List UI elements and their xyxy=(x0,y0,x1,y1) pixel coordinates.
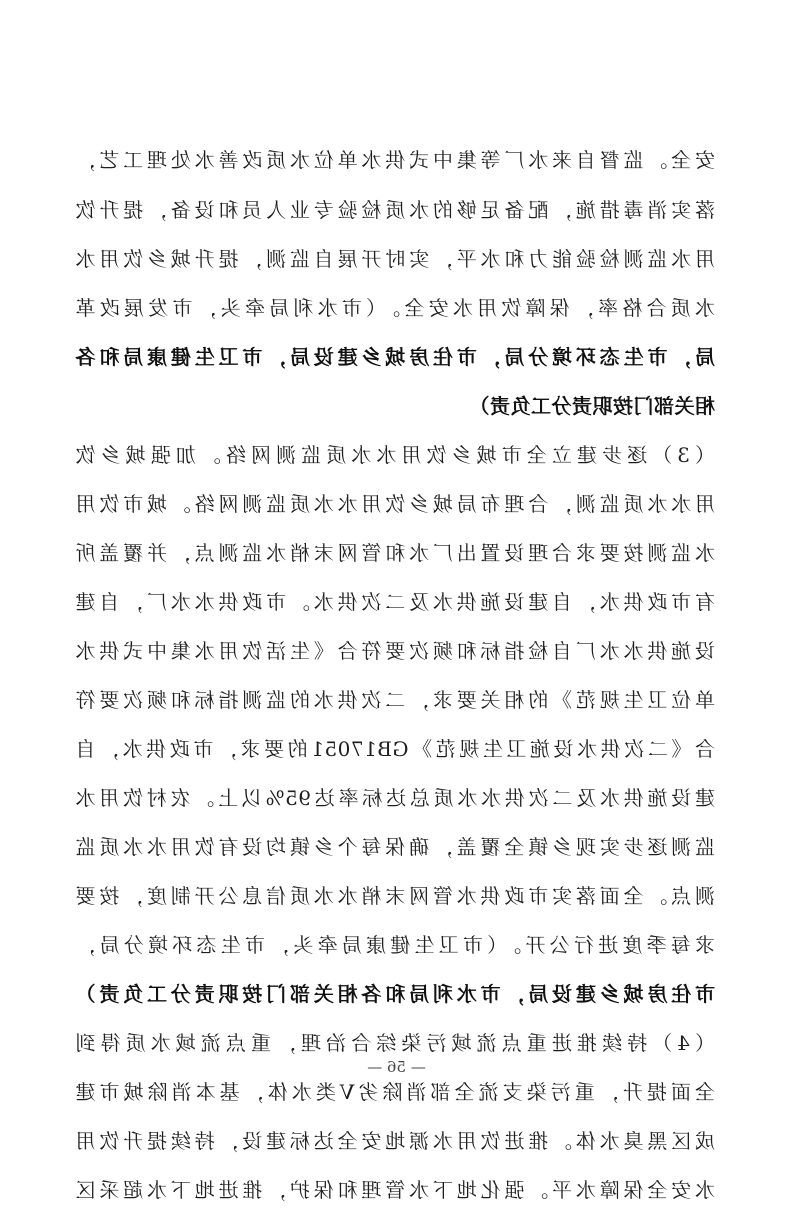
text-line: 合《二次供水设施卫生规范》GB17051的要求，市政供水，自 xyxy=(75,737,715,761)
text-line: 水监测按要求合理设置出厂水和管网末梢水监测点，并覆盖所 xyxy=(75,541,715,565)
text-line: 全面提升，重污染支流全部消除劣V类水体，基本消除城市建 xyxy=(75,1080,715,1104)
text-line: 监测逐步实现乡镇全覆盖，确保每个乡镇均设有饮用水水质监 xyxy=(75,835,715,859)
text-line: 水安全保障水平。强化地下水管理和保护，推进地下水超采区 xyxy=(75,1178,715,1202)
text-line: （4）持续推进重点流域污染综合治理，重点流域水质得到 xyxy=(75,1031,715,1055)
text-line: 单位卫生规范》的相关要求，二次供水的监测指标和频次要符 xyxy=(75,688,715,712)
text-line: 水质合格率，保障饮用水安全。（市水利局牵头，市发展改革 xyxy=(75,296,715,320)
text-line: 设施供水水厂自检指标和频次要符合《生活饮用水集中式供水 xyxy=(75,639,715,663)
text-line: 有市政供水，自建设施供水及二次供水。市政供水水厂，自建 xyxy=(75,590,715,614)
text-line: 落实消毒措施，配备足够的水质检验专业人员和设备，提升饮 xyxy=(75,198,715,222)
page-number: — 56 — xyxy=(367,1058,426,1076)
text-line: 市住房城乡建设局，市水利局和各相关部门按职责分工负责） xyxy=(75,982,715,1006)
text-line: 测点。全面落实市政供水管网末梢水水质信息公开制度，按要 xyxy=(75,884,715,908)
text-line: （3）逐步建立全市城乡饮用水水质监测网络。加强城乡饮 xyxy=(75,443,715,467)
text-line: 建设施供水及二次供水水质总达标率达95%以上。农村饮用水 xyxy=(75,786,715,810)
text-line: 成区黑臭水体。推进饮用水源地安全达标建设，持续提升饮用 xyxy=(75,1129,715,1153)
text-line: 求每季度进行公开。（市卫生健康局牵头，市生态环境分局， xyxy=(75,933,715,957)
text-line: 用水监测检验能力和水平，实时开展自监测，提升城乡饮用水 xyxy=(75,247,715,271)
text-line: 用水水质监测，合理布局城乡饮用水水质监测网络。城市饮用 xyxy=(75,492,715,516)
text-line: 相关部门按职责分工负责） xyxy=(469,394,715,418)
text-line: 安全。监督自来水厂等集中式供水单位水质改善水处理工艺， xyxy=(75,148,715,172)
text-line: 局，市生态环境分局，市住房城乡建设局，市卫生健康局和各 xyxy=(75,345,715,369)
